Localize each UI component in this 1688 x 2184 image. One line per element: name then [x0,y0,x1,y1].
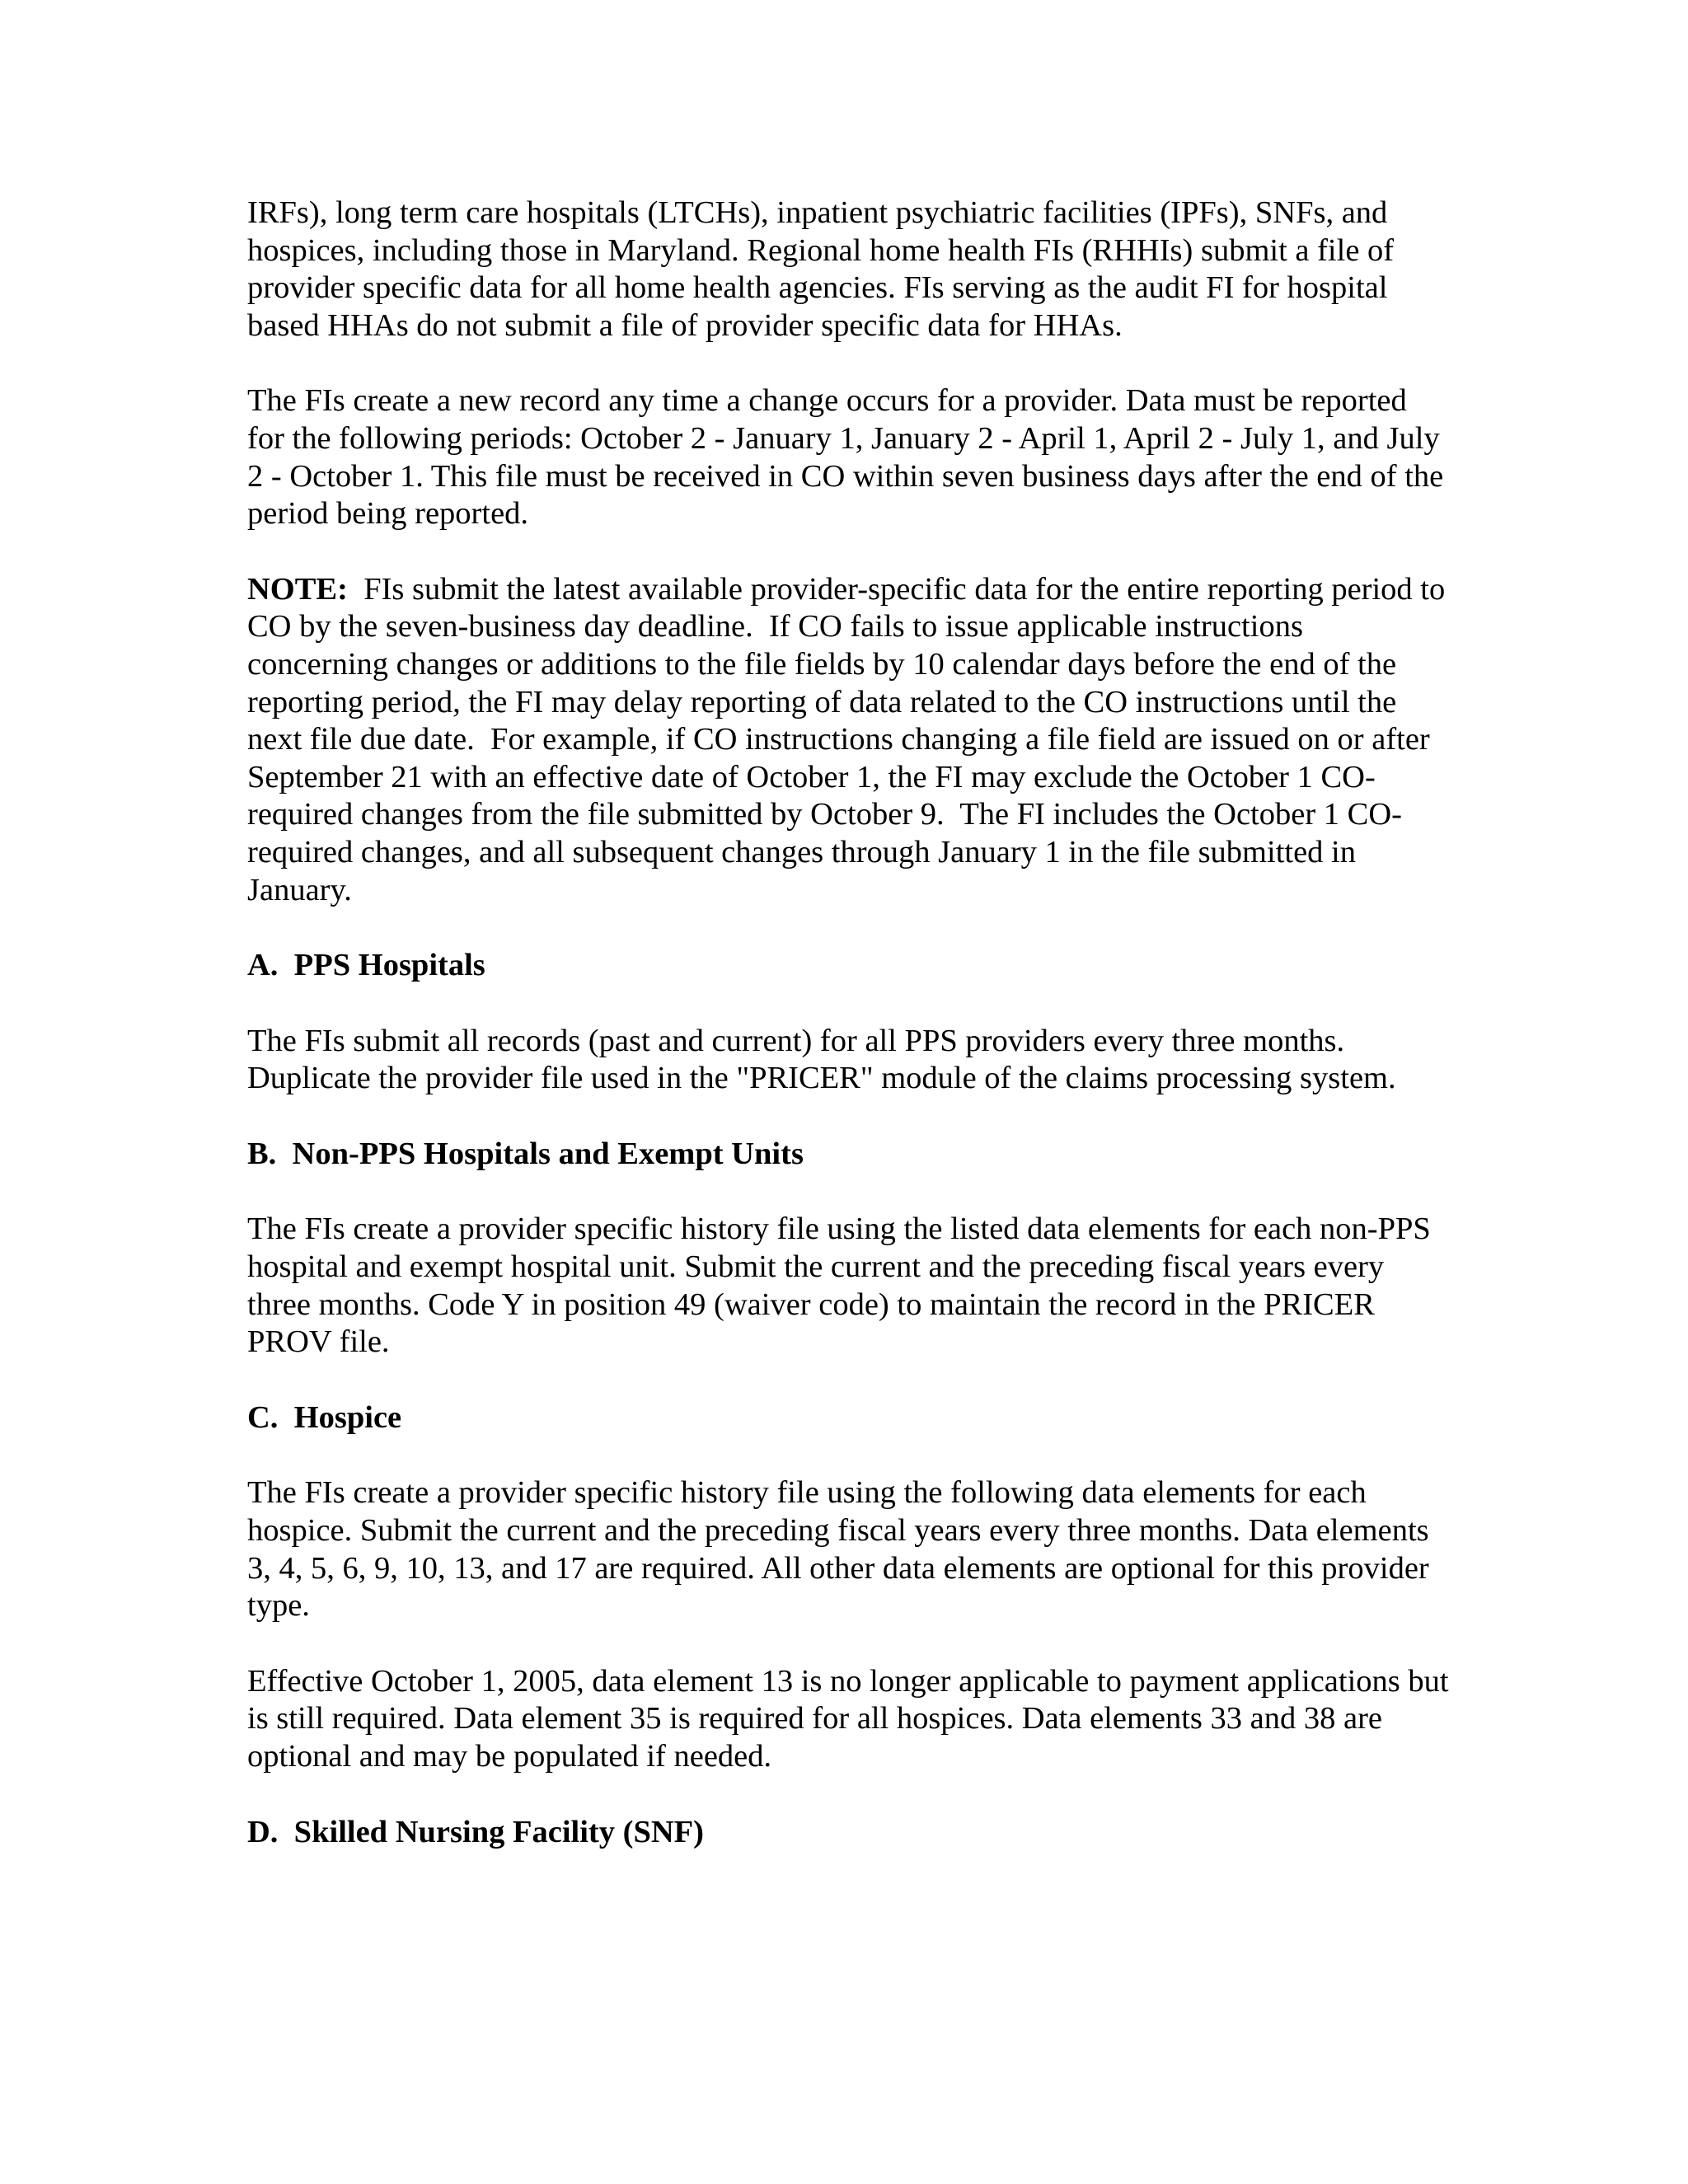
section-a-body: The FIs submit all records (past and current) for all PPS providers every three months. Duplicate the provider file used in the "PRICER" module of the claims processing system. [247,1023,1396,1096]
new-record-paragraph: The FIs create a new record any time a change occurs for a provider. Data must be reported for the following periods: October 2 - January 1, January 2 - April 1, April 2 - July 1, and July 2 - October 1. This file must be received in CO within seven business days after the end of the period being reported. [247,383,1444,532]
section-c-heading: C. Hospice [247,1399,402,1435]
section-b-body: The FIs create a provider specific history file using the listed data elements for each non-PPS hospital and exempt hospital unit. Submit the current and the preceding fiscal years every three months. Code Y in position 49 (waiver code) to maintain the record in the PRICER PROV file. [247,1212,1431,1360]
section-b-heading: B. Non-PPS Hospitals and Exempt Units [247,1136,804,1171]
note-label: NOTE: [247,571,348,607]
section-d-heading: D. Skilled Nursing Facility (SNF) [247,1814,705,1849]
intro-paragraph: IRFs), long term care hospitals (LTCHs), inpatient psychiatric facilities (IPFs), SNFs, and hospices, including those in Maryland. Regional home health FIs (RHHIs) submit a file of provider specific data for all home health agencies. FIs serving as the audit FI for hospital based HHAs do not submit a file of provider specific data for HHAs. [247,195,1395,343]
section-c-body: The FIs create a provider specific history file using the following data elements for each hospice. Submit the current and the preceding fiscal years every three months. Data elements 3, 4, 5, 6, 9, 10, 13, and 17 are required. All other data elements are optional for this provider type. [247,1475,1429,1624]
section-a-heading: A. PPS Hospitals [247,948,485,983]
note-text: FIs submit the latest available provider-specific data for the entire reporting period to CO by the seven-business day deadline. If CO fails to issue applicable instructions concerning changes or additions to the file fields by 10 calendar days before the end of the reporting period, the FI may delay reporting of data related to the CO instructions until the next file due date. For example, if CO instructions changing a file field are issued on or after September 21 with an effective date of October 1, the FI may exclude the October 1 CO-required changes from the file submitted by October 9. The FI includes the October 1 CO-required changes, and all subsequent changes through January 1 in the file submitted in January. [247,571,1453,907]
note-paragraph [247,571,1451,909]
section-c-body-2: Effective October 1, 2005, data element 13 is no longer applicable to payment applications but is still required. Data element 35 is required for all hospices. Data elements 33 and 38 are optional and may be populated if needed. [247,1663,1449,1774]
document-page [247,194,1451,1889]
